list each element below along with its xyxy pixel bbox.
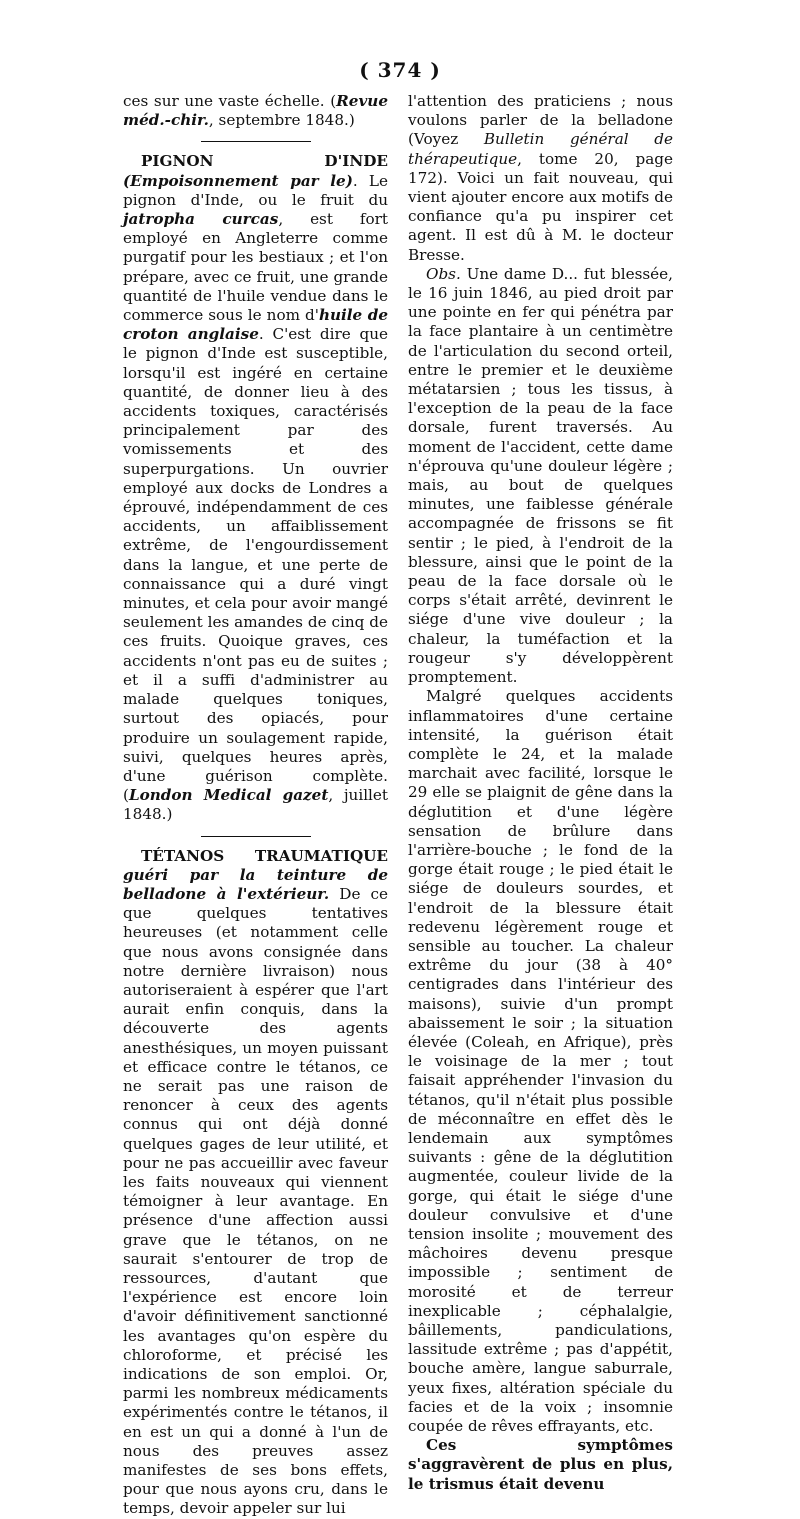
page-number: ( 374 ) — [359, 58, 441, 82]
text: , tome 20, page 172). Voici un fait nouveau, qui vient ajouter encore aux motifs de confiance qu'a pu inspirer cet agent. Il est dû à M. le docteur Bresse. — [408, 149, 673, 264]
text: , est fort employé en Angleterre comme purgatif pour les bestiaux ; et l'on prépare, avec ce fruit, une grande quantité de l'huile vendue dans le commerce sous le nom d' — [123, 210, 389, 325]
closing-paragraph: Ces symptômes s'aggravèrent de plus en plus, le trismus était devenu — [408, 1436, 673, 1493]
right-paragraph-1 — [408, 92, 673, 265]
citation-source: Bulletin général de thérapeutique — [408, 130, 673, 168]
symptoms-paragraph: Malgré quelques accidents inflammatoires d'une certaine intensité, la guérison était complète le 24, et la malade marchait avec facilité, lorsque le 29 elle se plaignit de gêne dans la déglutition et d'une légère sensation de brûlure dans l'arrière-bouche ; le fond de la gorge était rouge ; le pied était le siége de douleurs sourdes, et l'endroit de la blessure était redevenu légèrement rouge et sensible au toucher. La chaleur extrême du jour (38 à 40° centigrades dans l'intérieur des maisons), suivie d'un prompt abaissement le soir ; la situation élevée (Coleah, en Afrique), près le voisinage de la mer ; tout faisait appréhender l'invasion du tétanos, qu'il n'était plus possible de méconnaître en effet dès le lendemain aux symptômes suivants : gêne de la déglutition augmentée, couleur livide de la gorge, qui était le siége d'une douleur convulsive et d'une tension insolite ; mouvement des mâchoires devenu presque impossible ; sentiment de morosité et de terreur inexplicable ; céphalalgie, bâillements, pandiculations, lassitude extrême ; pas d'appétit, bouche amère, langue saburrale, yeux fixes, altération spéciale du facies et de la voix ; insomnie coupée de rêves effrayants, etc. — [408, 687, 673, 1436]
article-subtitle: (Empoisonnement par le) — [123, 171, 353, 190]
observation-paragraph — [408, 265, 673, 687]
text: l'attention des praticiens ; nous voulons parler de la belladone (Voyez — [408, 92, 673, 149]
section-divider — [201, 141, 311, 142]
citation-source: London Medical gazet — [128, 786, 329, 805]
article-pignon-dinde — [123, 152, 388, 824]
section-divider — [201, 836, 311, 837]
text: . C'est dire que le pignon d'Inde est susceptible, lorsqu'il est ingéré en certaine quantité, de donner lieu à des accidents toxiques, caractérisés principalement par des vomissements et des superpurgations. Un ouvrier employé aux docks de Londres a éprouvé, indépendamment de ces accidents, un affaiblissement extrême, de l'engourdissement dans la langue, et une perte de connaissance qui a duré vingt minutes, et cela pour avoir mangé seulement les amandes de cinq de ces fruits. Quoique graves, ces accidents n'ont pas eu de suites ; et il a suffi d'administrer au malade quelques toniques, surtout des opiacés, pour produire un soulagement rapide, suivi, quelques heures après, d'une guérison complète. ( — [123, 325, 389, 805]
text: ces sur une vaste échelle. ( — [123, 92, 337, 110]
text: De ce que quelques tentatives heureuses (et notamment celle que nous avons consignée dans notre dernière livraison) nous autoriseraient à espérer que l'art aurait enfin conquis, dans la découverte des agents anesthésiques, un moyen puissant et efficace contre le tétanos, ce ne serait pas une raison de renoncer à ceux des agents connus qui ont déjà donné quelques gages de leur utilité, et pour ne pas accueillir avec faveur les faits nouveaux qui viennent témoigner à leur avantage. En présence d'une affection aussi grave que le tétanos, on ne saurait s'entourer de trop de ressources, d'autant que l'expérience est encore loin d'avoir définitivement sanctionné les avantages qu'on espère du chloroforme, et précisé les indications de son emploi. Or, parmi les nombreux médicaments expérimentés contre le tétanos, il en est un qui a donné à l'un de nous des preuves assez manifestes de ses bons effets, pour que nous ayons cru, dans le temps, devoir appeler sur lui — [123, 884, 388, 1518]
observation-label: Obs. — [426, 264, 461, 283]
article-subtitle: guéri par la teinture de belladone à l'extérieur. — [123, 865, 388, 903]
text: , septembre 1848.) — [208, 111, 355, 130]
text: Une dame D... fut blessée, le 16 juin 1846, au pied droit par une pointe en fer qui pénétra par la face plantaire à un centimètre de l'articulation du second orteil, entre le premier et le deuxième métatarsien ; tous les tissus, à l'exception de la peau de la face dorsale, furent traversés. Au moment de l'accident, cette dame n'éprouva qu'une douleur légère ; mais, au bout de quelques minutes, une faiblesse générale accompagnée de frissons se fit sentir ; le pied, à l'endroit de la blessure, ainsi que le point de la peau de la face dorsale où le corps s'était arrêté, devinrent le siége d'une vive douleur ; la chaleur, la tuméfaction et la rougeur s'y développèrent promptement. — [408, 264, 673, 687]
article-heading: PIGNON D'INDE — [141, 152, 388, 171]
text: . Le pignon d'Inde, ou le fruit du — [123, 171, 388, 209]
right-column — [408, 92, 673, 1494]
article-heading: TÉTANOS TRAUMATIQUE — [141, 846, 388, 865]
article-tetanos — [123, 847, 388, 1519]
product-name: huile de croton anglaise — [123, 306, 389, 344]
latin-name: jatropha curcas — [123, 210, 279, 229]
text: , juillet 1848.) — [123, 786, 389, 824]
left-paragraph-1 — [123, 92, 388, 130]
citation-source: Revue méd.-chir. — [123, 92, 388, 130]
left-column — [123, 92, 388, 1519]
